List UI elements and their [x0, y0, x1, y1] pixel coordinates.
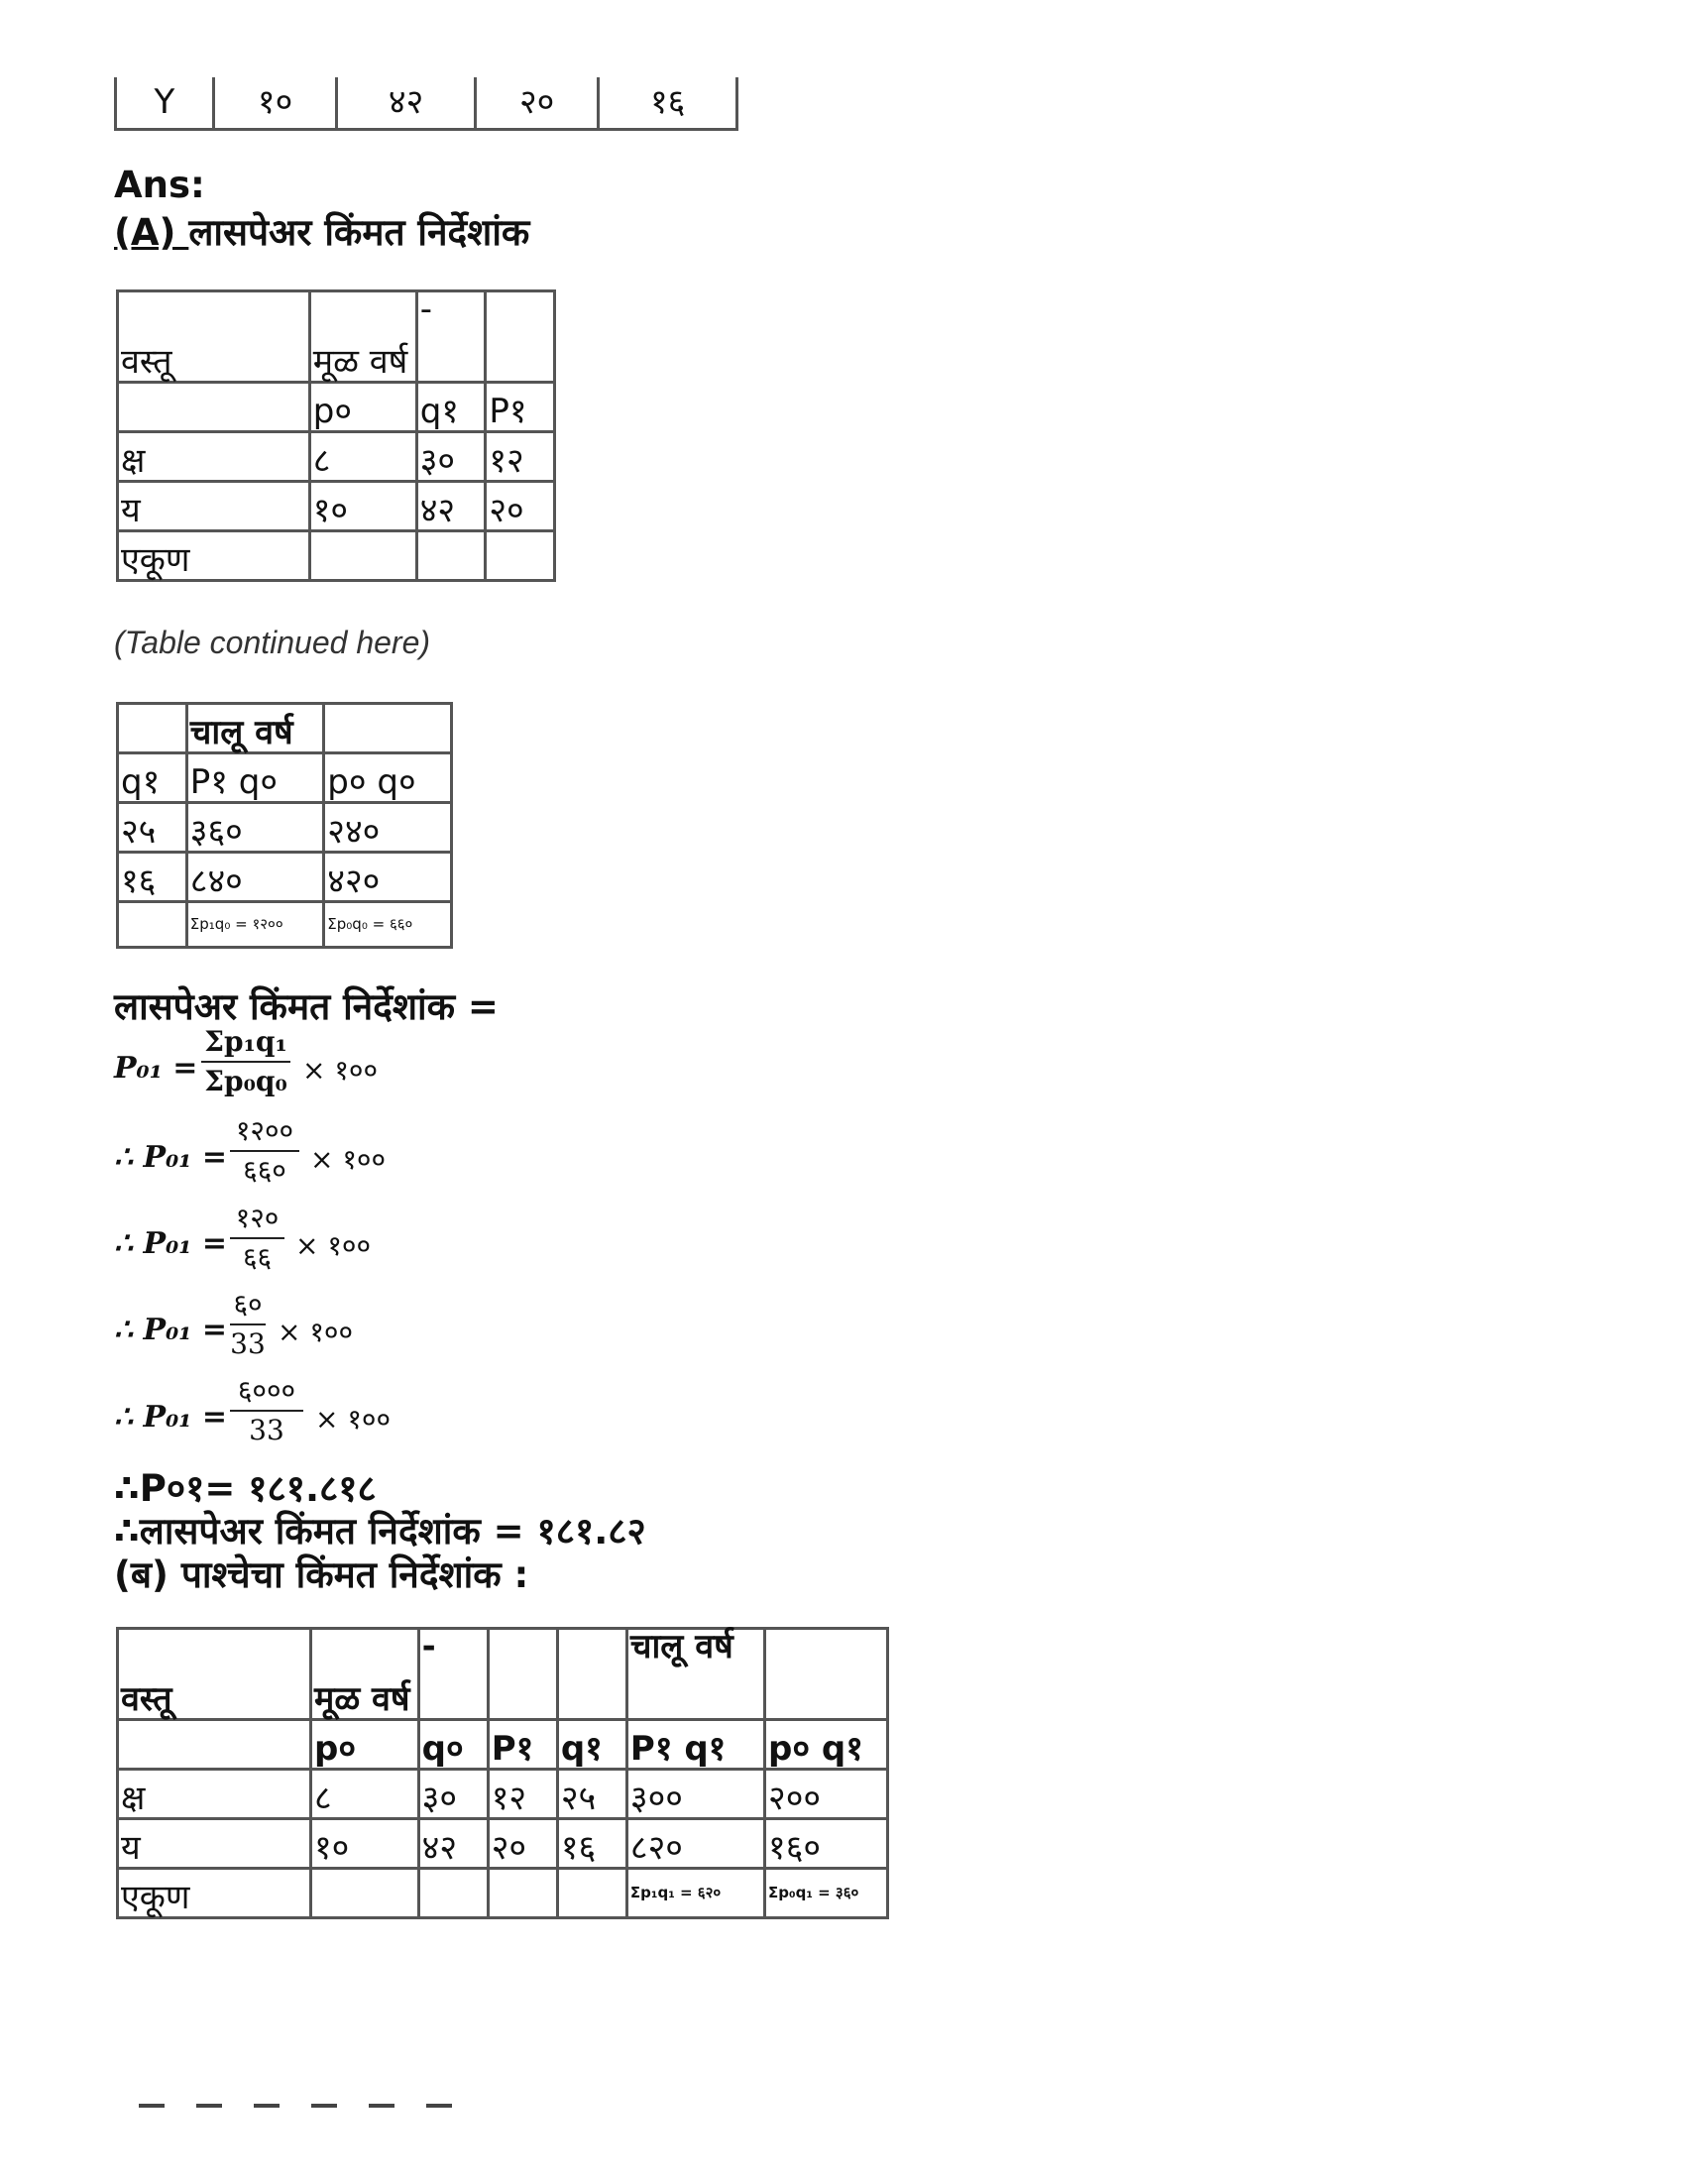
- table-cell: २०: [486, 482, 555, 531]
- table-cell: ३०: [416, 432, 486, 482]
- table-cell: -: [416, 291, 486, 383]
- fraction-denominator: 33: [249, 1414, 284, 1446]
- formula-lhs: ∴ P₀₁ =: [114, 1140, 227, 1175]
- table-cell: १६: [118, 853, 187, 902]
- table-cell: [765, 1629, 888, 1720]
- table-cell: [118, 383, 310, 432]
- table-cell: मूळ वर्ष: [311, 1629, 419, 1720]
- table-cell: ३००: [626, 1770, 764, 1819]
- table-cell: ८: [309, 432, 416, 482]
- table-cell: [118, 704, 187, 753]
- table-cell: q१: [416, 383, 486, 432]
- table-cell-sum: Σp₁q₀ = १२००: [186, 902, 324, 948]
- laspeyres-table-part1: [116, 289, 556, 582]
- table-cell: १६: [557, 1819, 626, 1869]
- fraction-numerator: Σp₁q₁: [204, 1025, 287, 1058]
- table-cell: २५: [118, 803, 187, 853]
- table-cell: १०: [213, 77, 336, 130]
- table-cell: ४२: [337, 77, 476, 130]
- table-cell: p०: [311, 1720, 419, 1770]
- top-table-fragment: [114, 77, 738, 131]
- fraction-numerator: ६०: [233, 1288, 263, 1321]
- table-cell: P१ q०: [186, 753, 324, 803]
- table-cell: ३६०: [186, 803, 324, 853]
- table-cell-sum: Σp₁q₁ = ६२०: [626, 1869, 764, 1918]
- table-cell: १०: [311, 1819, 419, 1869]
- table-cell: ८४०: [186, 853, 324, 902]
- cutoff-text-fragment: [139, 2100, 476, 2108]
- formula-lhs: ∴ P₀₁ =: [114, 1400, 227, 1435]
- table-cell: एकूण: [118, 1869, 311, 1918]
- table-cell: एकूण: [118, 531, 310, 581]
- fraction-step0: [201, 1023, 290, 1100]
- result-p01: ∴P०१= १८१.८१८: [114, 1467, 377, 1510]
- table-cell: q१: [557, 1720, 626, 1770]
- table-cell: १२: [488, 1770, 557, 1819]
- section-a-title: लासपेअर किंमत निर्देशांक: [188, 211, 530, 254]
- table-cell: [557, 1869, 626, 1918]
- fraction-denominator: 33: [230, 1327, 266, 1360]
- table-cell: [324, 704, 452, 753]
- fraction-denominator: Σp₀q₀: [204, 1065, 287, 1097]
- table-cell-sum: Σp₀q₁ = ३६०: [765, 1869, 888, 1918]
- fraction-step4: [230, 1372, 303, 1449]
- fraction-step1: [230, 1112, 299, 1190]
- paasche-table: [116, 1627, 889, 1919]
- fraction-denominator: ६६: [242, 1241, 273, 1274]
- table-continued-note: (Table continued here): [114, 625, 431, 660]
- multiply-hundred: × १००: [302, 1054, 379, 1087]
- table-cell: चालू वर्ष: [186, 704, 324, 753]
- table-cell: चालू वर्ष: [626, 1629, 764, 1720]
- table-cell: -: [418, 1629, 488, 1720]
- fraction-step3: [230, 1286, 266, 1363]
- table-cell: [418, 1869, 488, 1918]
- fraction-numerator: ६०००: [237, 1374, 296, 1407]
- multiply-hundred: × १००: [278, 1316, 354, 1348]
- fraction-numerator: १२००: [235, 1114, 294, 1147]
- table-cell: [118, 1720, 311, 1770]
- table-cell-sum: Σp₀q₀ = ६६०: [324, 902, 452, 948]
- laspeyres-formula-label: लासपेअर किंमत निर्देशांक =: [114, 985, 499, 1028]
- table-cell: P१ q१: [626, 1720, 764, 1770]
- multiply-hundred: × १००: [315, 1403, 392, 1436]
- section-b-title: (ब) पाश्चेचा किंमत निर्देशांक :: [114, 1553, 529, 1596]
- table-cell: य: [118, 482, 310, 531]
- table-cell: [311, 1869, 419, 1918]
- table-cell: P१: [488, 1720, 557, 1770]
- table-cell: मूळ वर्ष: [309, 291, 416, 383]
- table-cell: [309, 531, 416, 581]
- formula-lhs: P₀₁ =: [114, 1051, 198, 1086]
- section-a-heading: [114, 205, 529, 256]
- table-cell: २५: [557, 1770, 626, 1819]
- table-cell: २००: [765, 1770, 888, 1819]
- table-cell: [416, 531, 486, 581]
- fraction-step2: [230, 1200, 284, 1277]
- table-cell: [488, 1629, 557, 1720]
- table-cell: [118, 902, 187, 948]
- table-cell: [488, 1869, 557, 1918]
- table-cell: २४०: [324, 803, 452, 853]
- table-cell: वस्तू: [118, 1629, 311, 1720]
- table-cell: P१: [486, 383, 555, 432]
- table-cell: p०: [309, 383, 416, 432]
- formula-lhs: ∴ P₀₁ =: [114, 1313, 227, 1347]
- table-cell: p० q०: [324, 753, 452, 803]
- table-cell: p० q१: [765, 1720, 888, 1770]
- table-cell: क्ष: [118, 1770, 311, 1819]
- multiply-hundred: × १००: [295, 1229, 372, 1262]
- table-cell: ४२०: [324, 853, 452, 902]
- table-cell: ४२: [418, 1819, 488, 1869]
- table-cell: ८२०: [626, 1819, 764, 1869]
- table-cell: q०: [418, 1720, 488, 1770]
- formula-lhs: ∴ P₀₁ =: [114, 1226, 227, 1261]
- table-cell: क्ष: [118, 432, 310, 482]
- result-laspeyres-index: ∴लासपेअर किंमत निर्देशांक = १८१.८२: [114, 1510, 646, 1552]
- table-cell: [486, 291, 555, 383]
- table-cell: २०: [488, 1819, 557, 1869]
- table-cell: १६: [599, 77, 737, 130]
- ans-label: Ans:: [114, 164, 205, 206]
- table-cell: वस्तू: [118, 291, 310, 383]
- table-cell: १०: [309, 482, 416, 531]
- fraction-denominator: ६६०: [243, 1154, 286, 1187]
- table-cell: १६०: [765, 1819, 888, 1869]
- table-cell: २०: [475, 77, 598, 130]
- fraction-numerator: १२०: [235, 1202, 280, 1234]
- laspeyres-table-part2: [116, 702, 453, 949]
- table-cell: [557, 1629, 626, 1720]
- table-cell: ८: [311, 1770, 419, 1819]
- table-cell: [486, 531, 555, 581]
- table-cell: १२: [486, 432, 555, 482]
- table-cell: Y: [116, 77, 214, 130]
- multiply-hundred: × १००: [310, 1143, 387, 1176]
- table-cell: य: [118, 1819, 311, 1869]
- table-cell: q१: [118, 753, 187, 803]
- section-a-marker: (A): [114, 211, 189, 254]
- table-cell: ३०: [418, 1770, 488, 1819]
- table-cell: ४२: [416, 482, 486, 531]
